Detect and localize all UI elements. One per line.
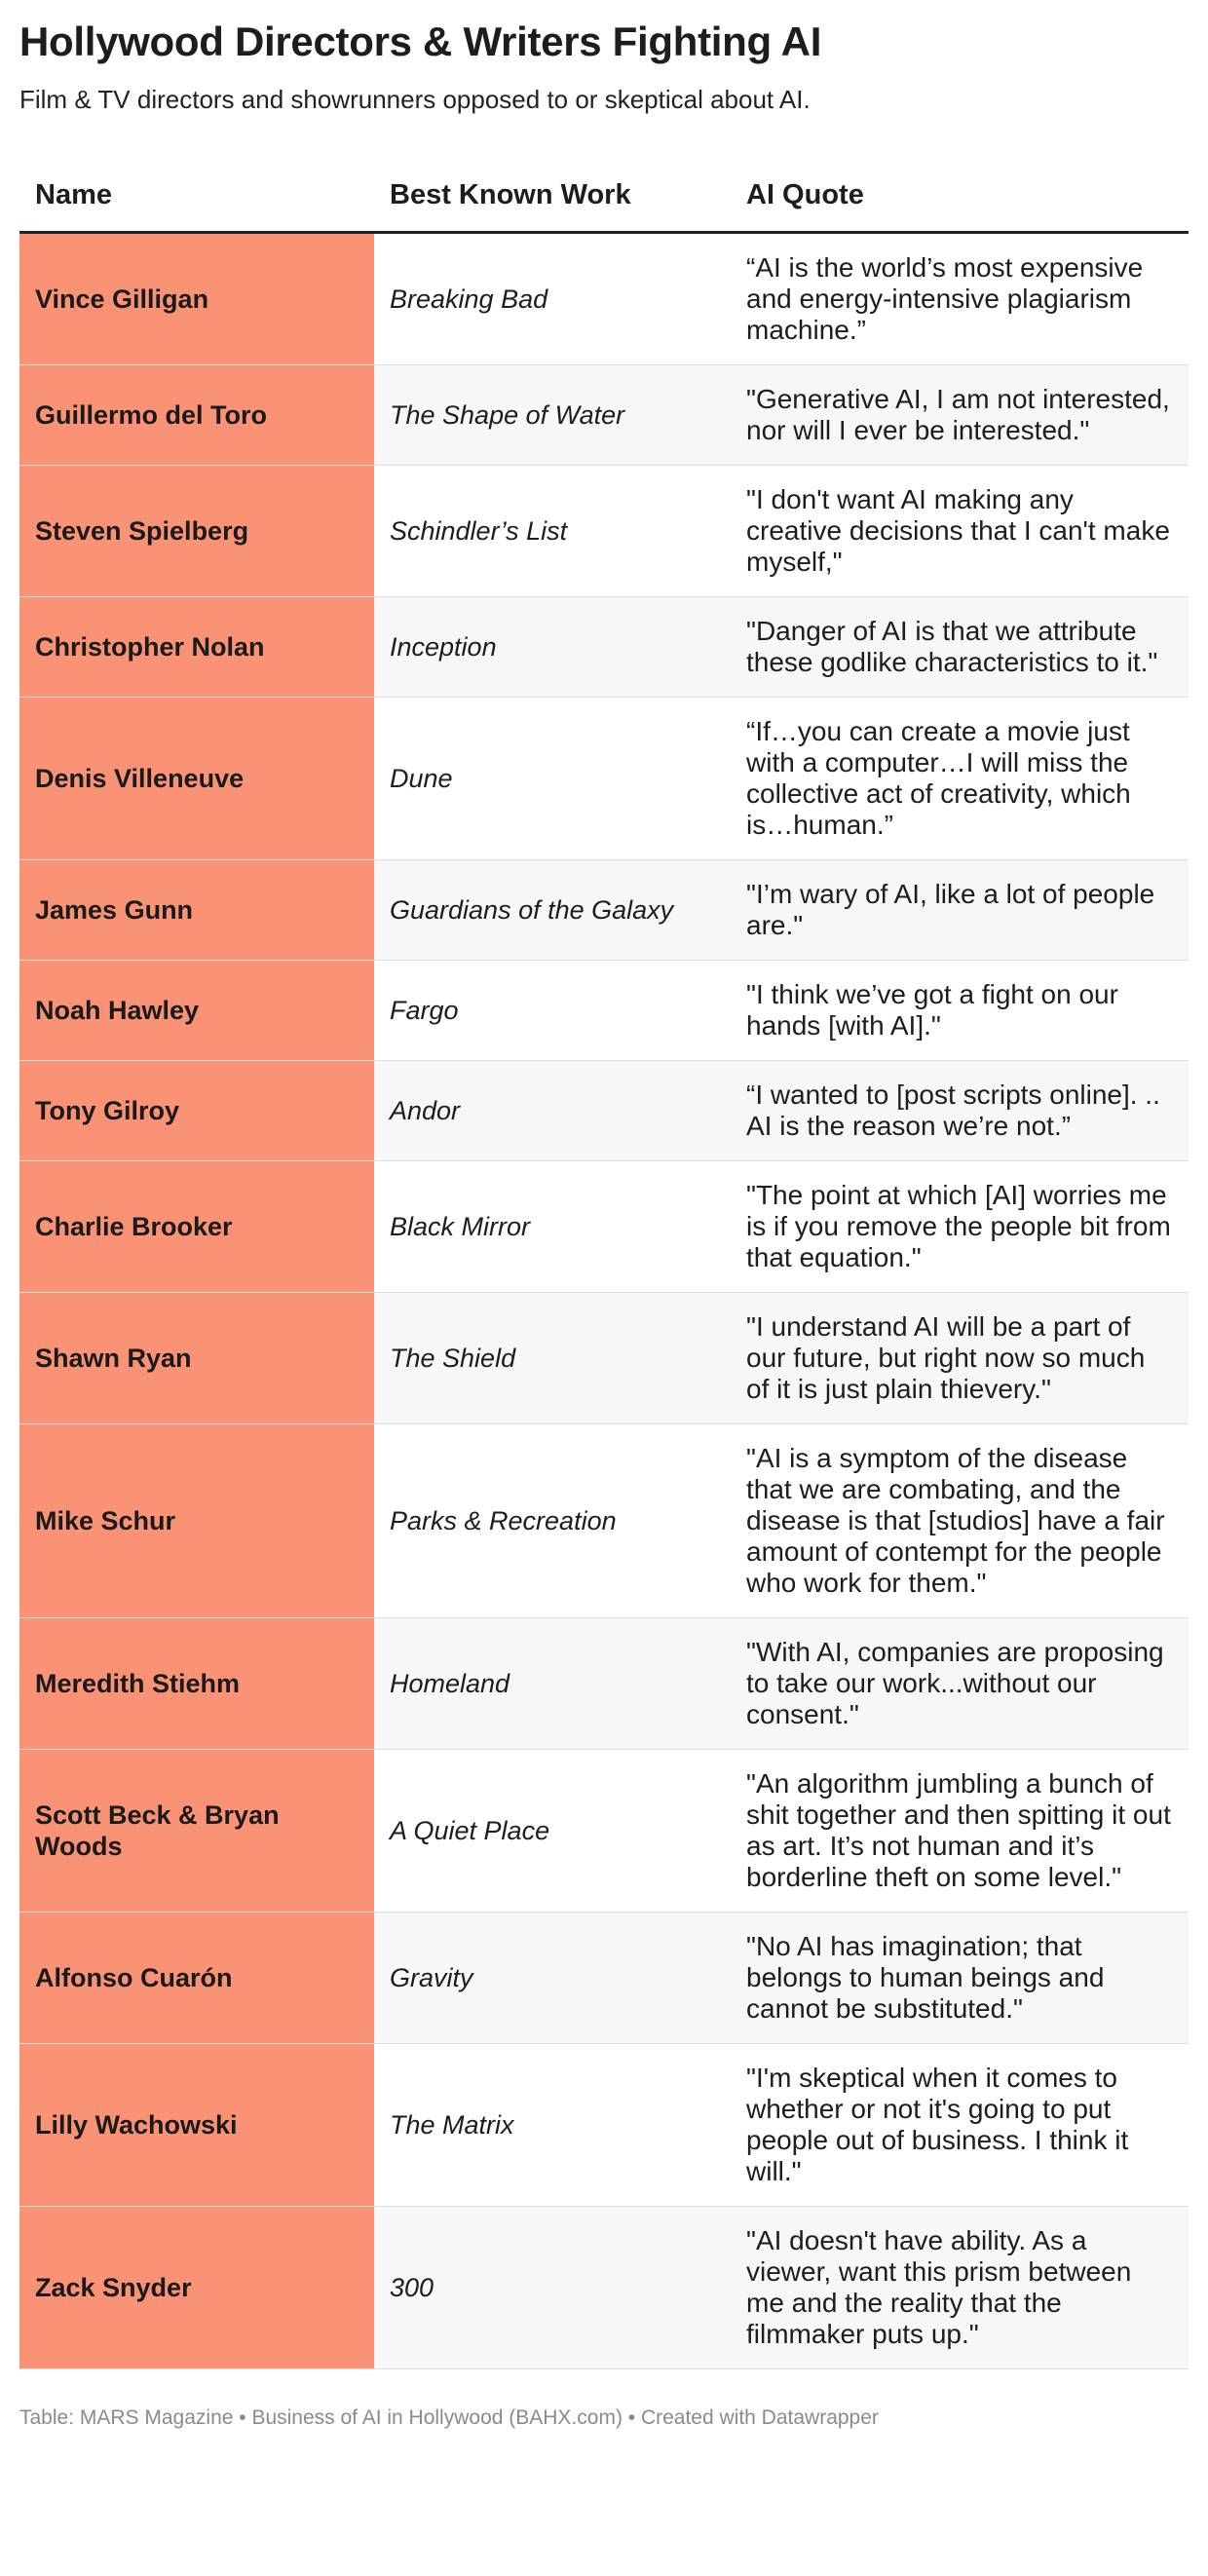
table-row <box>19 859 1189 960</box>
column-header-name[interactable]: Name <box>19 160 374 232</box>
cell-name: Zack Snyder <box>19 2206 374 2368</box>
cell-name: Charlie Brooker <box>19 1160 374 1292</box>
cell-name: Mike Schur <box>19 1423 374 1617</box>
cell-name: Christopher Nolan <box>19 596 374 697</box>
cell-name: Vince Gilligan <box>19 232 374 364</box>
cell-work: Breaking Bad <box>374 232 731 364</box>
page <box>0 18 1208 2430</box>
cell-quote: "I don't want AI making any creative decisions that I can't make myself," <box>731 465 1189 596</box>
cell-work: Inception <box>374 596 731 697</box>
cell-work: The Matrix <box>374 2043 731 2206</box>
cell-quote: “If…you can create a movie just with a computer…I will miss the collective act of creativity, which is…human.” <box>731 697 1189 859</box>
table-row <box>19 232 1189 364</box>
cell-name: Shawn Ryan <box>19 1292 374 1423</box>
column-header-work[interactable]: Best Known Work <box>374 160 731 232</box>
cell-work: Dune <box>374 697 731 859</box>
table-row <box>19 465 1189 596</box>
cell-work: The Shape of Water <box>374 364 731 465</box>
cell-quote: "I’m wary of AI, like a lot of people are." <box>731 859 1189 960</box>
table-row <box>19 1749 1189 1912</box>
table-row <box>19 1617 1189 1749</box>
cell-quote: "With AI, companies are proposing to take our work...without our consent." <box>731 1617 1189 1749</box>
cell-work: Gravity <box>374 1912 731 2043</box>
page-subtitle: Film & TV directors and showrunners opposed to or skeptical about AI. <box>19 85 811 115</box>
directors-table <box>19 160 1189 2369</box>
cell-work: Fargo <box>374 960 731 1060</box>
table-row <box>19 960 1189 1060</box>
cell-quote: "I'm skeptical when it comes to whether or not it's going to put people out of business. I think it will." <box>731 2043 1189 2206</box>
cell-work: Schindler’s List <box>374 465 731 596</box>
cell-work: Parks & Recreation <box>374 1423 731 1617</box>
table-row <box>19 697 1189 859</box>
cell-quote: "No AI has imagination; that belongs to human beings and cannot be substituted." <box>731 1912 1189 2043</box>
cell-name: Scott Beck & Bryan Woods <box>19 1749 374 1912</box>
source-footer: Table: MARS Magazine • Business of AI in Hollywood (BAHX.com) • Created with Datawrapper <box>19 2406 879 2429</box>
table-row <box>19 364 1189 465</box>
cell-name: Guillermo del Toro <box>19 364 374 465</box>
page-title: Hollywood Directors & Writers Fighting AI <box>19 19 822 64</box>
cell-name: Steven Spielberg <box>19 465 374 596</box>
cell-name: Noah Hawley <box>19 960 374 1060</box>
cell-quote: "AI is a symptom of the disease that we are combating, and the disease is that [studios] have a fair amount of contempt for the people who work for them." <box>731 1423 1189 1617</box>
cell-quote: "Generative AI, I am not interested, nor will I ever be interested." <box>731 364 1189 465</box>
cell-name: Lilly Wachowski <box>19 2043 374 2206</box>
cell-name: Tony Gilroy <box>19 1060 374 1160</box>
cell-quote: "I think we’ve got a fight on our hands [with AI]." <box>731 960 1189 1060</box>
cell-name: Alfonso Cuarón <box>19 1912 374 2043</box>
cell-work: 300 <box>374 2206 731 2368</box>
cell-quote: “I wanted to [post scripts online]. .. AI is the reason we’re not.” <box>731 1060 1189 1160</box>
cell-work: Black Mirror <box>374 1160 731 1292</box>
table-header-row <box>19 160 1189 232</box>
table-row <box>19 596 1189 697</box>
cell-work: Guardians of the Galaxy <box>374 859 731 960</box>
table-row <box>19 1060 1189 1160</box>
table-row <box>19 1423 1189 1617</box>
cell-quote: "I understand AI will be a part of our future, but right now so much of it is just plain thievery." <box>731 1292 1189 1423</box>
cell-work: Andor <box>374 1060 731 1160</box>
column-header-quote[interactable]: AI Quote <box>731 160 1189 232</box>
cell-work: A Quiet Place <box>374 1749 731 1912</box>
cell-quote: "The point at which [AI] worries me is if you remove the people bit from that equation." <box>731 1160 1189 1292</box>
cell-quote: "An algorithm jumbling a bunch of shit together and then spitting it out as art. It’s not human and it’s borderline theft on some level." <box>731 1749 1189 1912</box>
table-row <box>19 1912 1189 2043</box>
cell-name: James Gunn <box>19 859 374 960</box>
table-row <box>19 2043 1189 2206</box>
cell-work: The Shield <box>374 1292 731 1423</box>
cell-quote: “AI is the world’s most expensive and energy-intensive plagiarism machine.” <box>731 232 1189 364</box>
cell-quote: "AI doesn't have ability. As a viewer, want this prism between me and the reality that the filmmaker puts up." <box>731 2206 1189 2368</box>
cell-quote: "Danger of AI is that we attribute these godlike characteristics to it." <box>731 596 1189 697</box>
cell-work: Homeland <box>374 1617 731 1749</box>
table-row <box>19 2206 1189 2368</box>
table-row <box>19 1292 1189 1423</box>
table-row <box>19 1160 1189 1292</box>
cell-name: Denis Villeneuve <box>19 697 374 859</box>
cell-name: Meredith Stiehm <box>19 1617 374 1749</box>
